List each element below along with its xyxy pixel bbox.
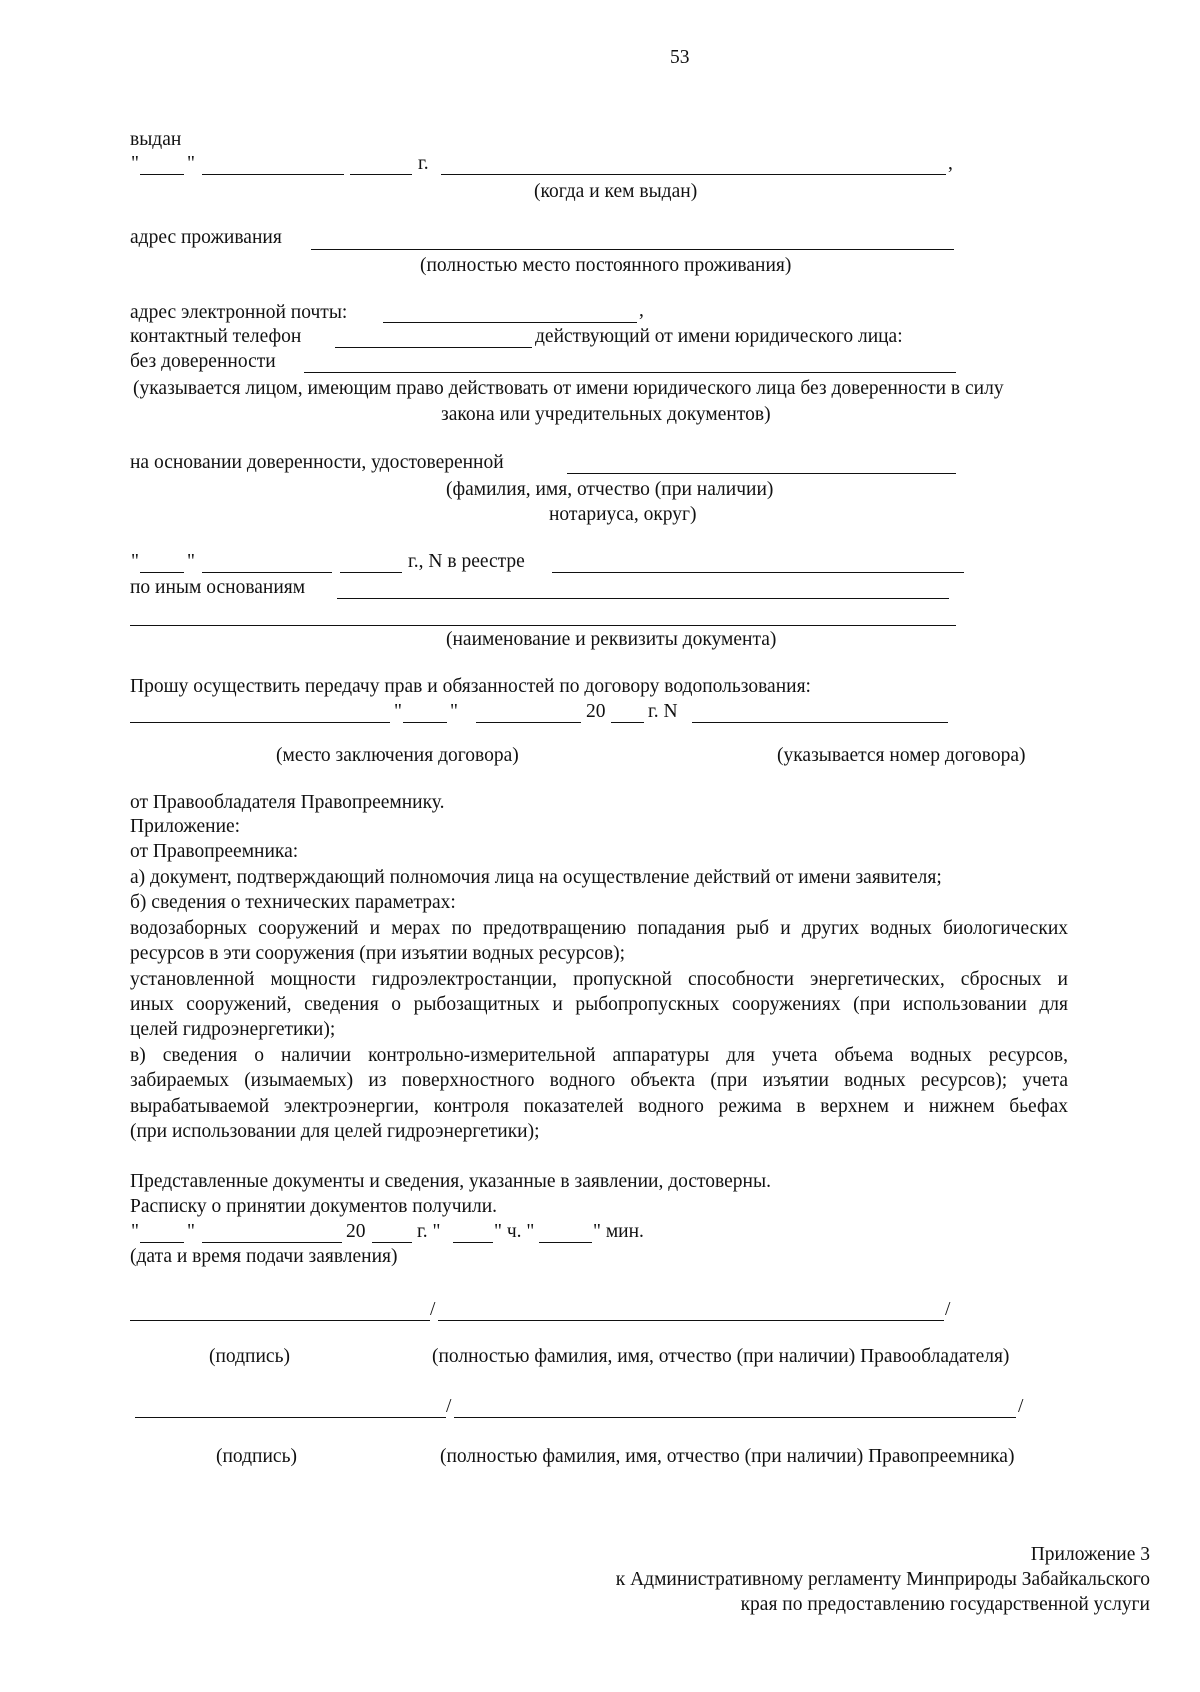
registry-month-blank bbox=[202, 572, 332, 573]
issued-month-blank bbox=[202, 174, 344, 175]
sign1-name-blank bbox=[438, 1320, 944, 1321]
proxy-caption-1: (фамилия, имя, отчество (при наличии) bbox=[446, 479, 774, 500]
request-text: Прошу осуществить передачу прав и обязанностей по договору водопользования: bbox=[130, 676, 811, 697]
sign2-slash: / bbox=[446, 1396, 452, 1417]
contract-number-caption: (указывается номер договора) bbox=[777, 745, 1026, 766]
residence-blank bbox=[311, 249, 954, 250]
request-number-label: г. N bbox=[648, 701, 678, 722]
other-grounds-blank-1 bbox=[337, 598, 949, 599]
issued-label: выдан bbox=[130, 129, 182, 150]
sign2-signature-caption: (подпись) bbox=[216, 1446, 297, 1467]
proxy-caption-2: нотариуса, округ) bbox=[549, 504, 697, 525]
issued-day-blank bbox=[140, 174, 184, 175]
no-proxy-caption-2: закона или учредительных документов) bbox=[441, 404, 771, 425]
contract-month-blank bbox=[476, 722, 581, 723]
body-line-9: иных сооружений, сведения о рыбозащитных и рыбопропускных сооружениях (при использовании для bbox=[130, 994, 1068, 1015]
sign1-name-caption: (полностью фамилия, имя, отчество (при наличии) Правообладателя) bbox=[432, 1346, 1010, 1367]
body-line-3: от Правопреемника: bbox=[130, 841, 299, 862]
issued-caption: (когда и кем выдан) bbox=[534, 181, 698, 202]
issued-quote-open: " bbox=[131, 153, 139, 174]
body-line-6: водозаборных сооружений и мерах по предотвращению попадания рыб и других водных биологических bbox=[130, 918, 1068, 939]
contract-place-caption: (место заключения договора) bbox=[276, 745, 519, 766]
contract-year-blank bbox=[611, 722, 644, 723]
registry-text: г., N в реестре bbox=[408, 551, 525, 572]
body-line-8: установленной мощности гидроэлектростанции, пропускной способности энергетических, сбросных и bbox=[130, 969, 1068, 990]
datetime-quote-open: " bbox=[131, 1221, 139, 1242]
body-line-2: Приложение: bbox=[130, 816, 241, 837]
request-quote-open: " bbox=[394, 701, 402, 722]
sign2-signature-blank bbox=[135, 1417, 446, 1418]
datetime-year-blank bbox=[372, 1242, 412, 1243]
issued-year-label: г. bbox=[418, 153, 429, 174]
proxy-label: на основании доверенности, удостоверенной bbox=[130, 452, 504, 473]
issued-comma: , bbox=[948, 153, 953, 174]
registry-year-blank bbox=[340, 572, 402, 573]
appendix-line-2: к Административному регламенту Минприроды Забайкальского bbox=[615, 1569, 1150, 1590]
datetime-month-blank bbox=[202, 1242, 342, 1243]
datetime-year-label: г. " bbox=[417, 1221, 441, 1242]
body-line-13: вырабатываемой электроэнергии, контроля показателей водного режима в верхнем и нижнем бьефах bbox=[130, 1096, 1068, 1117]
other-grounds-label: по иным основаниям bbox=[130, 577, 306, 598]
sign2-slash-end: / bbox=[1018, 1396, 1024, 1417]
registry-quote-open: " bbox=[131, 551, 139, 572]
sign1-slash: / bbox=[430, 1299, 436, 1320]
body-line-7: ресурсов в эти сооружения (при изъятии водных ресурсов); bbox=[130, 943, 626, 964]
contract-place-blank bbox=[130, 722, 390, 723]
appendix-line-3: края по предоставлению государственной услуги bbox=[740, 1594, 1150, 1615]
body-line-1: от Правообладателя Правопреемнику. bbox=[130, 792, 445, 813]
body-line-12: забираемых (изымаемых) из поверхностного водного объекта (при изъятии водных ресурсов); учета bbox=[130, 1070, 1068, 1091]
registry-quote-close: " bbox=[187, 551, 195, 572]
page-number: 53 bbox=[670, 47, 690, 68]
datetime-quote-close: " bbox=[187, 1221, 195, 1242]
issued-by-blank bbox=[441, 174, 946, 175]
body-line-5: б) сведения о технических параметрах: bbox=[130, 892, 456, 913]
residence-label: адрес проживания bbox=[130, 227, 282, 248]
request-year-prefix: 20 bbox=[586, 701, 606, 722]
datetime-year-prefix: 20 bbox=[346, 1221, 366, 1242]
other-grounds-blank-2 bbox=[130, 625, 956, 626]
issued-year-blank bbox=[350, 174, 412, 175]
closing-line-1: Представленные документы и сведения, указанные в заявлении, достоверны. bbox=[130, 1171, 771, 1192]
body-line-11: в) сведения о наличии контрольно-измерительной аппаратуры для учета объема водных ресурсов, bbox=[130, 1045, 1068, 1066]
phone-label: контактный телефон bbox=[130, 326, 302, 347]
email-comma: , bbox=[639, 300, 644, 321]
sign1-signature-caption: (подпись) bbox=[209, 1346, 290, 1367]
sign2-name-caption: (полностью фамилия, имя, отчество (при наличии) Правопреемника) bbox=[440, 1446, 1015, 1467]
datetime-caption: (дата и время подачи заявления) bbox=[130, 1246, 398, 1267]
datetime-day-blank bbox=[140, 1242, 184, 1243]
body-line-14: (при использовании для целей гидроэнергетики); bbox=[130, 1121, 540, 1142]
no-proxy-label: без доверенности bbox=[130, 351, 276, 372]
phone-blank bbox=[335, 347, 532, 348]
no-proxy-blank bbox=[304, 372, 956, 373]
contract-number-blank bbox=[692, 722, 948, 723]
sign1-slash-end: / bbox=[945, 1299, 951, 1320]
email-blank bbox=[383, 322, 637, 323]
datetime-minutes-label: " мин. bbox=[593, 1221, 644, 1242]
appendix-line-1: Приложение 3 bbox=[1030, 1544, 1150, 1565]
sign1-signature-blank bbox=[130, 1320, 430, 1321]
sign2-name-blank bbox=[454, 1417, 1016, 1418]
body-line-10: целей гидроэнергетики); bbox=[130, 1019, 336, 1040]
residence-caption: (полностью место постоянного проживания) bbox=[420, 255, 792, 276]
contract-day-blank bbox=[403, 722, 447, 723]
datetime-minutes-blank bbox=[539, 1242, 592, 1243]
datetime-hours-blank bbox=[453, 1242, 493, 1243]
email-label: адрес электронной почты: bbox=[130, 302, 348, 323]
registry-number-blank bbox=[552, 572, 964, 573]
closing-line-2: Расписку о принятии документов получили. bbox=[130, 1196, 498, 1217]
no-proxy-caption-1: (указывается лицом, имеющим право действовать от имени юридического лица без доверенности в силу bbox=[133, 378, 1004, 399]
proxy-blank bbox=[567, 473, 956, 474]
registry-day-blank bbox=[140, 572, 184, 573]
issued-quote-close: " bbox=[187, 153, 195, 174]
request-quote-close: " bbox=[450, 701, 458, 722]
acting-label: действующий от имени юридического лица: bbox=[535, 326, 903, 347]
body-line-4: а) документ, подтверждающий полномочия лица на осуществление действий от имени заявителя; bbox=[130, 867, 942, 888]
datetime-hours-label: " ч. " bbox=[494, 1221, 535, 1242]
other-grounds-caption: (наименование и реквизиты документа) bbox=[446, 629, 777, 650]
